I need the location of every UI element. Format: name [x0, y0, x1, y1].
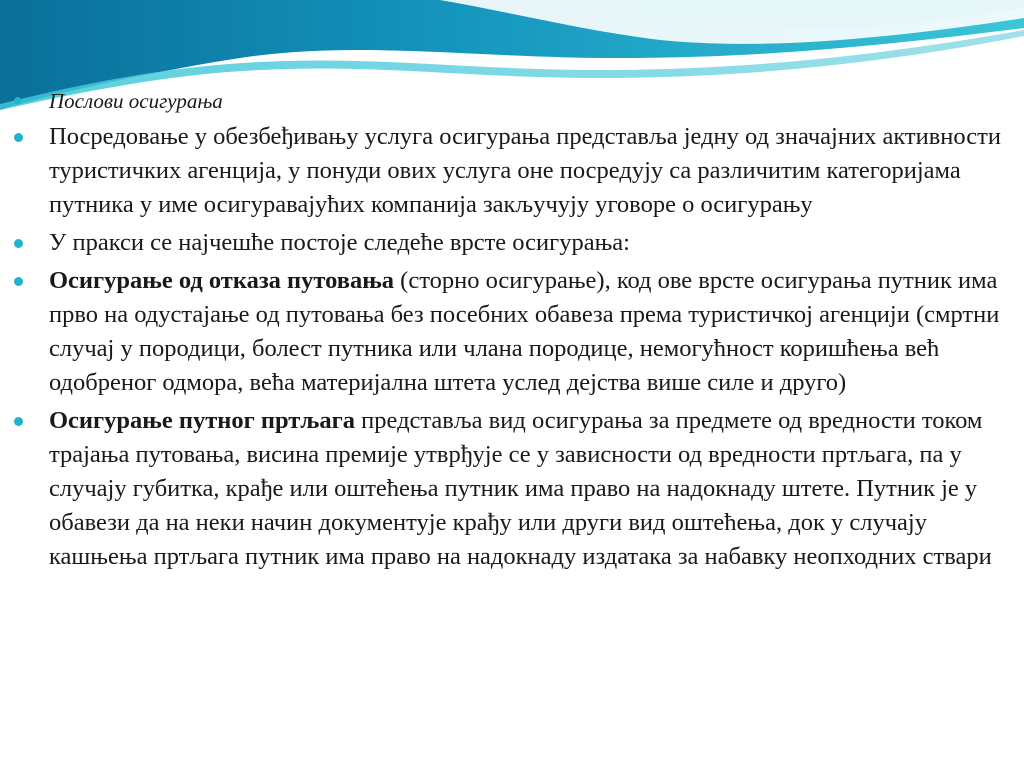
bullet-item-luggage-insurance: [14, 404, 1004, 574]
bullet-item-title: [14, 88, 1004, 114]
bullet-item-intro: [14, 120, 1004, 222]
bullet-item-types: [14, 226, 1004, 260]
item-text: У пракси се најчешће постоје следеће врсте осигурања:: [49, 229, 630, 256]
item-text: (сторно осигурање), код ове врсте осигурања путник има прво на одустајање од путовања без посебних обавеза према туристичкој агенцији (смртни случај у породици, болест путника или члана породице, немогућност коришћења већ одобреног одмора, већа материјална штета услед дејства више силе и друго): [49, 267, 1000, 396]
bullet-dot-icon: [14, 239, 23, 248]
bullet-dot-icon: [14, 97, 21, 104]
item-text: Послови осигурања: [49, 89, 223, 113]
item-heading: Осигурање путног пртљага: [49, 407, 356, 434]
bullet-dot-icon: [14, 417, 23, 426]
item-text: Посредовање у обезбеђивању услуга осигурања представља једну од значајних активности туристичких агенција, у понуди ових услуга оне посредују са различитим категоријама путника у име осигуравајућих компанија закључују уговоре о осигурању: [49, 123, 1001, 218]
bullet-item-cancellation-insurance: [14, 264, 1004, 400]
item-heading: Осигурање од отказа путовања: [49, 267, 395, 294]
item-text: представља вид осигурања за предмете од вредности током трајања путовања, висина премије утврђује се у зависности од вредности пртљага, па у случају губитка, крађе или оштећења путник има право на надокнаду штете. Путник је у обавези да на неки начин документује крађу или други вид оштећења, док у случају кашњења пртљага путник има право на надокнаду издатака за набавку неопходних ствари: [49, 407, 992, 570]
bullet-dot-icon: [14, 277, 23, 286]
bullet-dot-icon: [14, 133, 23, 142]
slide-body: [14, 88, 1004, 578]
